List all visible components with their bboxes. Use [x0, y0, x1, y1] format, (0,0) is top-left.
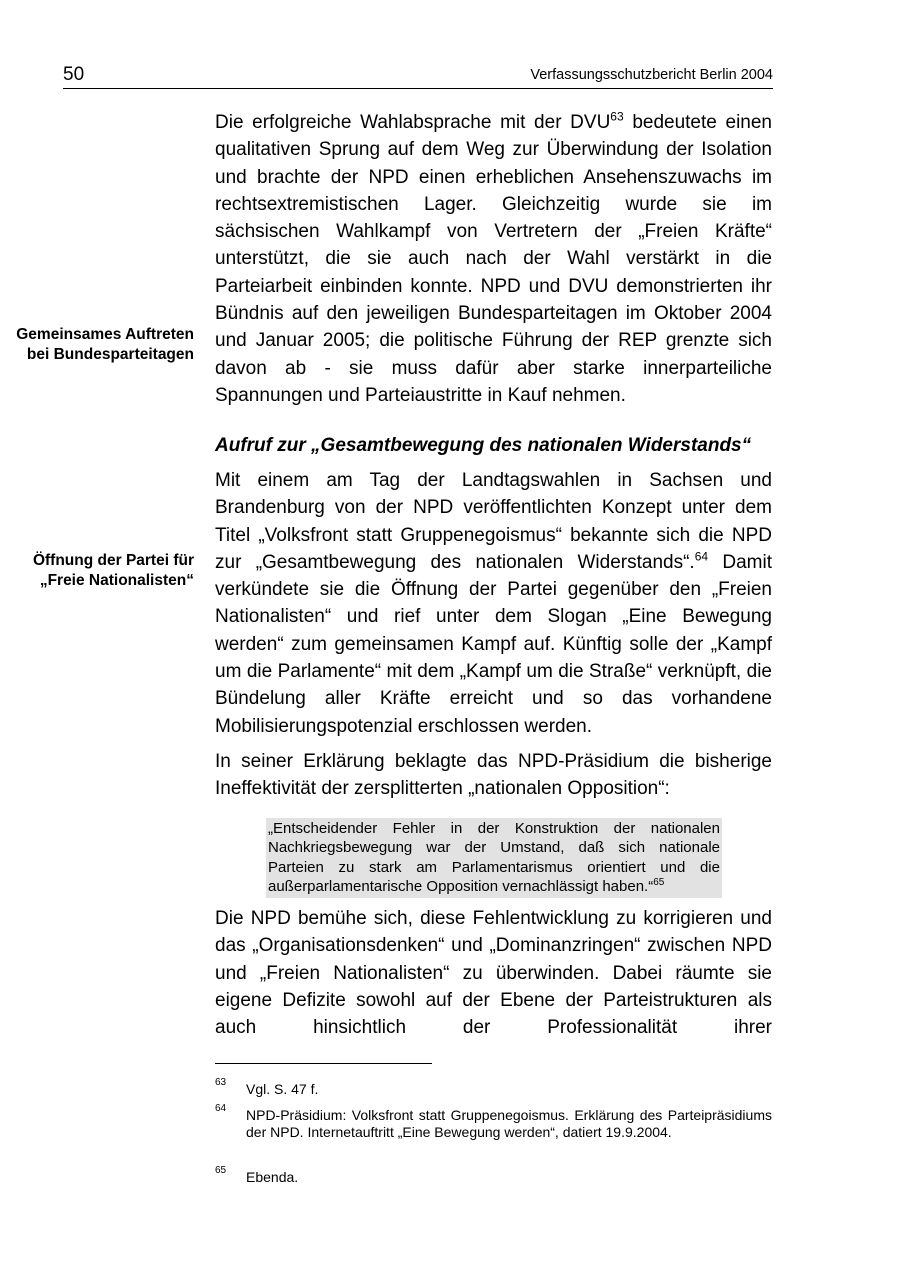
footnote-number: 64 [215, 1103, 227, 1114]
block-quote [266, 818, 722, 898]
paragraph-1-text-a: Die erfolgreiche Wahlabsprache mit der DVU [215, 112, 611, 133]
paragraph-1 [215, 109, 772, 409]
paragraph-3 [215, 748, 772, 803]
footnote-63 [215, 1077, 772, 1098]
paragraph-2-text-b: Damit verkündete sie die Öffnung der Partei gegenüber den „Freien Nationalisten“ und rief unter dem Slogan „Eine Bewegung werden“ zum gemeinsamen Kampf auf. Künftig solle der „Kampf um die Parlamente“ mit dem „Kampf um die Straße“ verknüpft, die Bündelung aller Kräfte erreicht und so das vorhandene Mobilisierungspotenzial erschlossen werden. [215, 551, 772, 737]
paragraph-2 [215, 467, 772, 740]
paragraph-3-text: In seiner Erklärung beklagte das NPD-Präsidium die bisherige Ineffektivität der zersplitterten „nationalen Opposition“: [215, 751, 772, 800]
footnote-65 [215, 1165, 772, 1186]
footnote-number: 65 [215, 1165, 227, 1176]
footnote-text: Ebenda. [246, 1169, 299, 1185]
paragraph-4-text: Die NPD bemühe sich, diese Fehlentwicklung zu korrigieren und das „Organisationsdenken“ und „Dominanzringen“ zwischen NPD und „Freien Nationalisten“ zu überwinden. Dabei räumte sie eigene Defizite sowohl auf der Ebene der Parteistrukturen als auch hinsichtlich der Professionalität ihrer [215, 908, 772, 1039]
sidenote-joint-appearance: Gemeinsames Auftreten bei Bundesparteitagen [16, 326, 194, 363]
page-number: 50 [63, 64, 85, 85]
page-header [63, 64, 773, 89]
sidenote-party-opening: Öffnung der Partei für „Freie Nationalisten“ [32, 552, 194, 589]
footnote-ref-65: 65 [653, 876, 665, 888]
section-heading: Aufruf zur „Gesamtbewegung des nationalen Widerstands“ [215, 435, 752, 456]
paragraph-2-text-a: Mit einem am Tag der Landtagswahlen in Sachsen und Brandenburg von der NPD veröffentlichten Konzept unter dem Titel „Volksfront statt Gruppenegoismus“ bekannte sich die NPD zur „Gesamtbewegung des nationalen Widerstands“. [215, 470, 772, 573]
quote-text: „Entscheidender Fehler in der Konstruktion der nationalen Nachkriegsbewegung war der Umstand, daß sich nationale Parteien zu stark am Parlamentarismus orientiert und die außerparlamentarische Opposition vernachlässigt haben.“ [268, 820, 720, 895]
running-title: Verfassungsschutzbericht Berlin 2004 [530, 67, 773, 83]
paragraph-1-text-b: bedeutete einen qualitativen Sprung auf dem Weg zur Überwindung der Isolation und brachte der NPD einen erheblichen Ansehenszuwachs im rechtsextremistischen Lager. Gleichzeitig wurde sie im sächsischen Wahlkampf von Vertretern der „Freien Kräfte“ unterstützt, die sie auch nach der Wahl verstärkt in die Parteiarbeit einbinden konnte. NPD und DVU demonstrierten ihr Bündnis auf den jeweiligen Bundesparteitagen im Oktober 2004 und Januar 2005; die politische Führung der REP grenzte sich davon ab - sie muss dafür aber starke innerparteiliche Spannungen und Parteiaustritte in Kauf nehmen. [215, 112, 772, 406]
paragraph-4 [215, 905, 772, 1041]
footnote-text: Vgl. S. 47 f. [246, 1081, 319, 1097]
footnote-ref-64: 64 [694, 549, 709, 564]
footnote-ref-63: 63 [610, 109, 624, 124]
footnote-number: 63 [215, 1077, 227, 1088]
footnote-64 [215, 1103, 772, 1141]
footnote-text: NPD-Präsidium: Volksfront statt Gruppenegoismus. Erklärung des Parteipräsidiums der NPD. Internetauftritt „Eine Bewegung werden“, datiert 19.9.2004. [246, 1107, 772, 1141]
footnote-separator [215, 1063, 432, 1064]
